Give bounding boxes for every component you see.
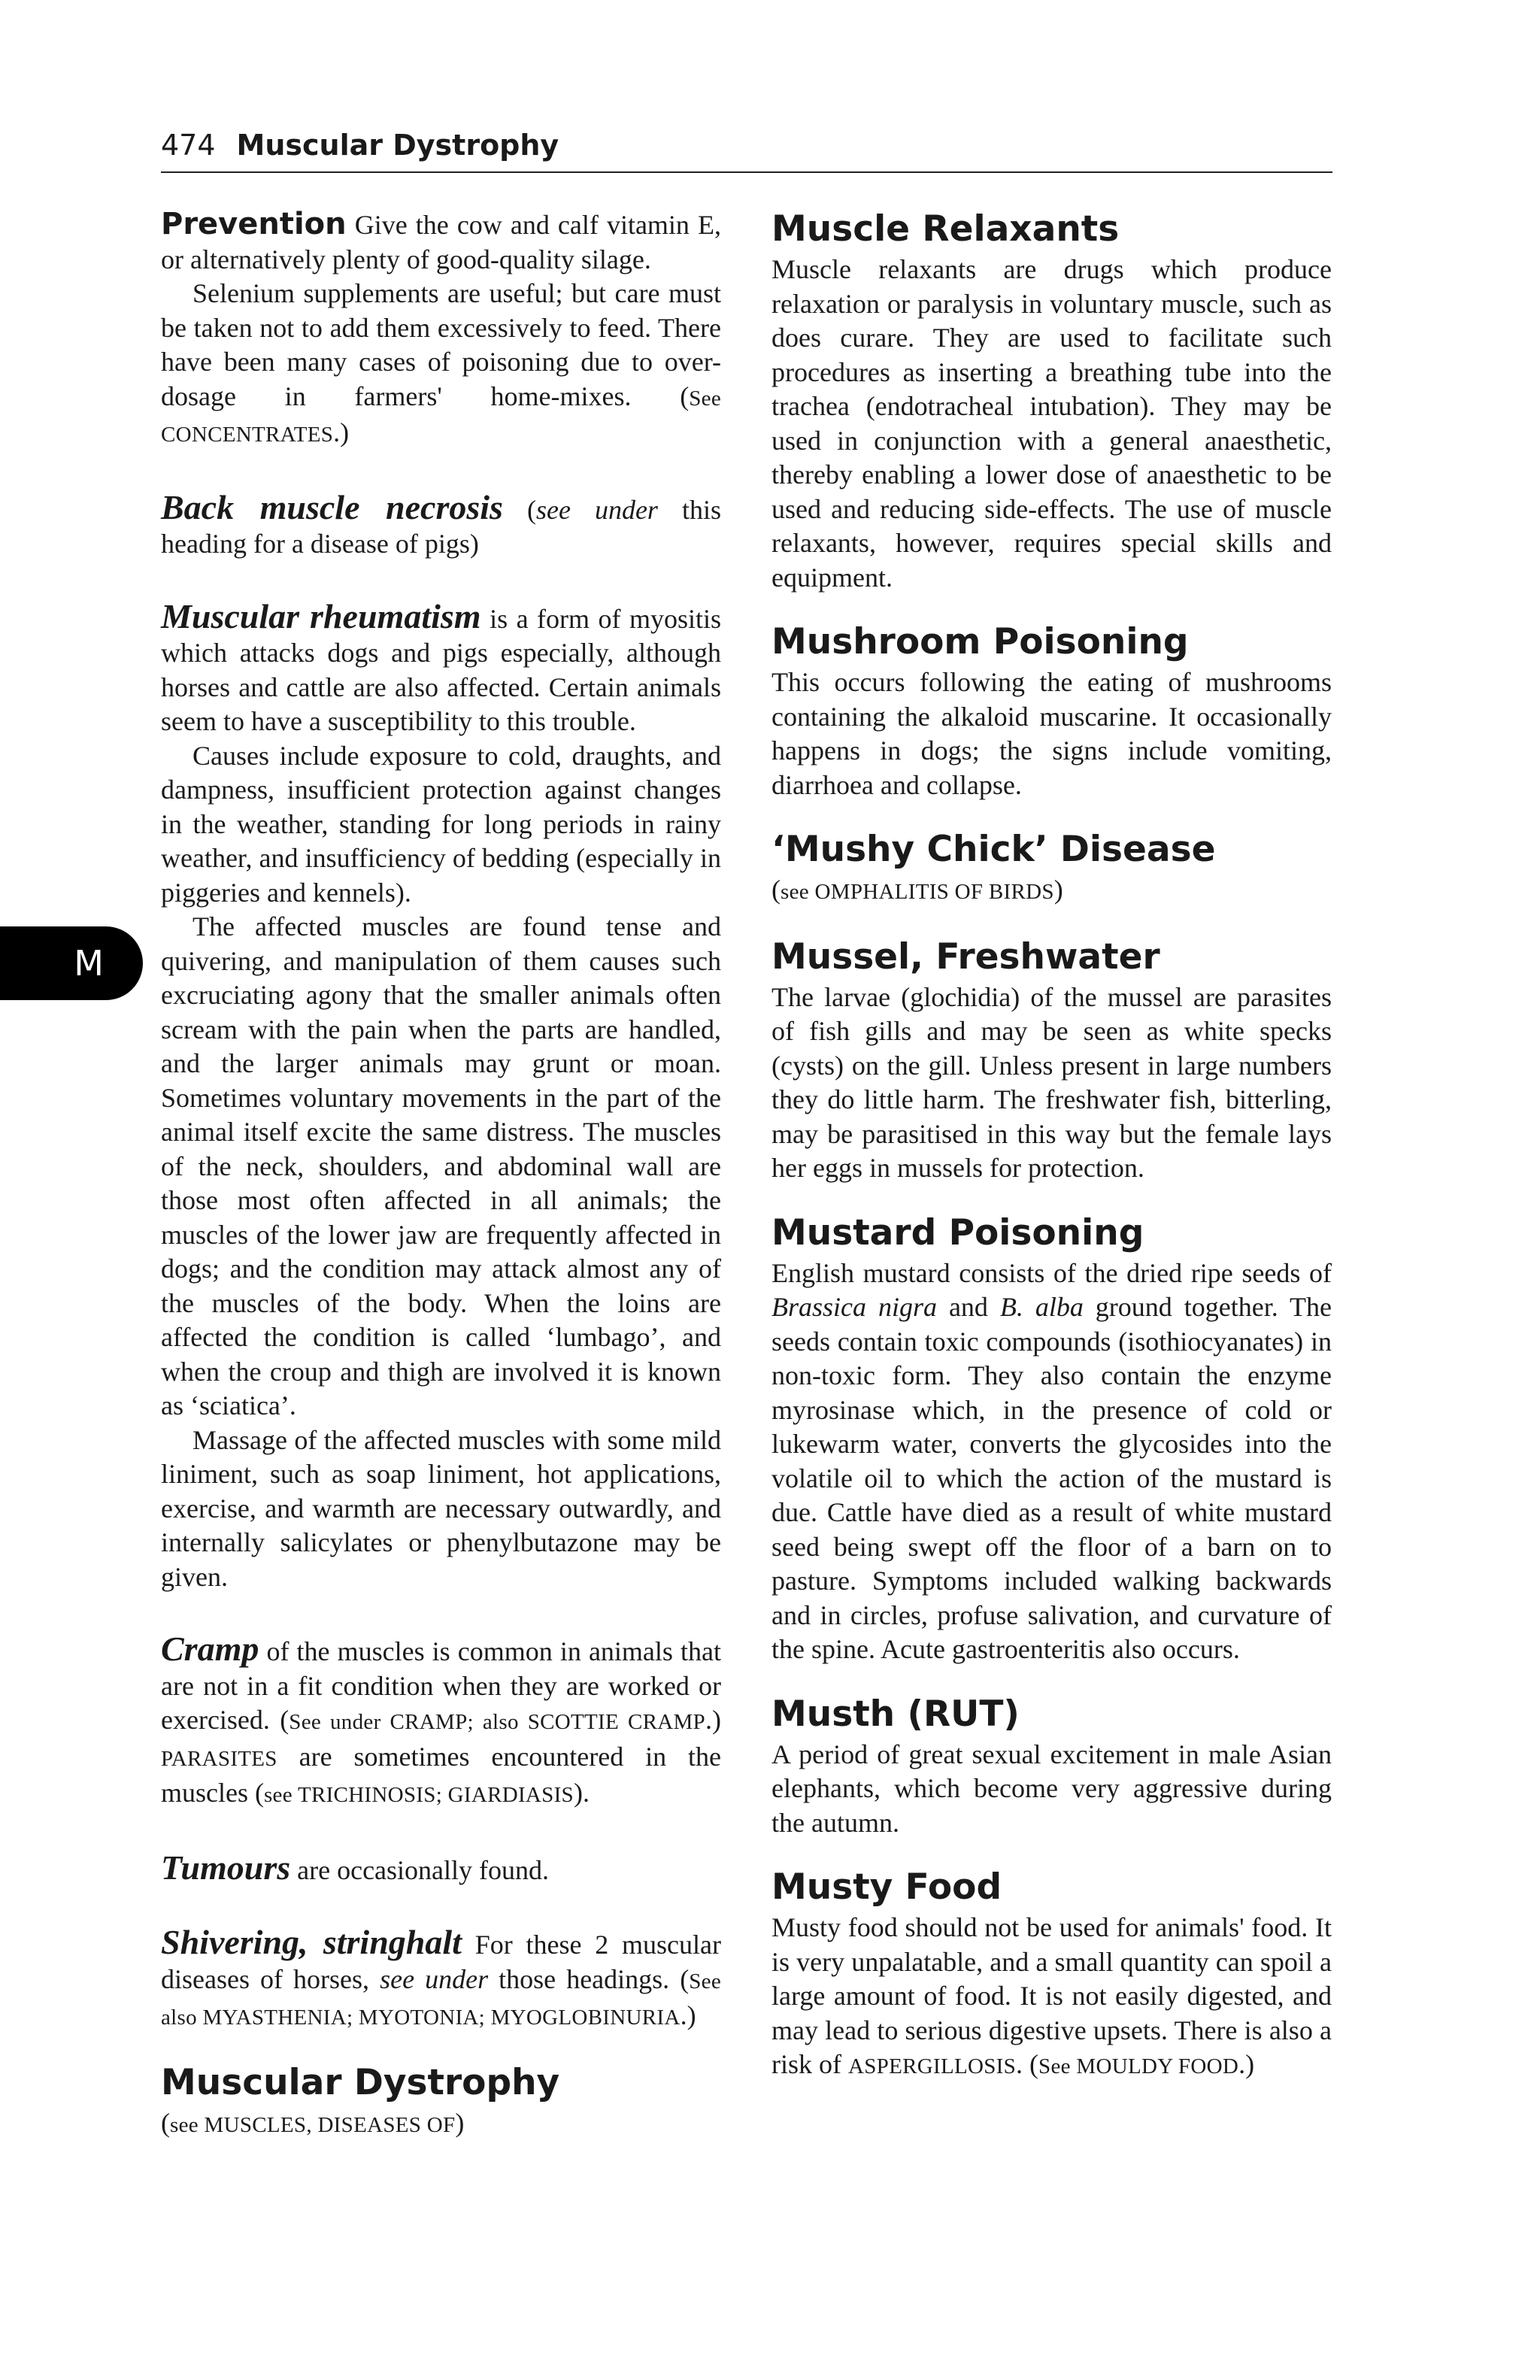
musty-food-heading: Musty Food — [772, 1866, 1002, 1908]
massage-paragraph: Massage of the affected muscles with some mild liniment, such as soap liniment, hot applications, exercise, and warmth are necessary outwardly, and internally salicylates or phenylbutazone may be given. — [161, 1424, 721, 1592]
cross-ref-giardiasis[interactable]: GIARDIASIS — [447, 1783, 574, 1807]
shivering-entry: Shivering, stringhalt For these 2 muscular diseases of horses, see under those headings. (See also MYASTHENIA; MYOTONIA; MYOGLOBINURIA.) — [161, 1923, 721, 2030]
back-muscle-necrosis-title: Back muscle necrosis — [161, 487, 503, 526]
left-column — [161, 208, 721, 2142]
back-muscle-necrosis-entry: Back muscle necrosis (see under this heading for a disease of pigs) — [161, 487, 721, 559]
musty-food-text: Musty food should not be used for animals' food. It is very unpalatable, and a small quantity can spoil a large amount of food. It is not easily digested, and may lead to serious digestive upsets. There is also a risk of ASPERGILLOSIS. (See MOULDY FOOD.) — [772, 1912, 1332, 2079]
cross-ref-parasites[interactable]: PARASITES — [161, 1746, 277, 1771]
musth-heading: Musth (RUT) — [772, 1693, 1020, 1735]
cross-ref-cramp[interactable]: CRAMP — [390, 1710, 468, 1734]
muscular-dystrophy-ref: (see MUSCLES, DISEASES OF) — [161, 2107, 465, 2138]
mussel-freshwater-text: The larvae (glochidia) of the mussel are parasites of fish gills and may be seen as white specks (cysts) on the gill. Unless present in large numbers they do little harm. The freshwater fish, bitterling, may be parasitised in this way but the female lays her eggs in mussels for protection. — [772, 981, 1332, 1183]
cross-ref-aspergillosis[interactable]: ASPERGILLOSIS — [848, 2054, 1017, 2078]
cross-ref-trichinosis[interactable]: TRICHINOSIS — [297, 1783, 436, 1807]
right-column — [772, 208, 1332, 2084]
mussel-freshwater-heading: Mussel, Freshwater — [772, 935, 1160, 978]
muscular-dystrophy-heading: Muscular Dystrophy — [161, 2061, 560, 2103]
muscle-relaxants-heading: Muscle Relaxants — [772, 208, 1120, 250]
mushroom-poisoning-text: This occurs following the eating of mushrooms containing the alkaloid muscarine. It occasionally happens in dogs; the signs include vomiting, diarrhoea and collapse. — [772, 667, 1332, 800]
mustard-poisoning-text: English mustard consists of the dried ripe seeds of Brassica nigra and B. alba ground together. The seeds contain toxic compounds (isothiocyanates) in non-toxic form. They also contain the enzyme myrosinase which, in the presence of cold or lukewarm water, converts the glycosides into the volatile oil to which the action of the mustard is due. Cattle have died as a result of white mustard seed being swept off the floor of a barn on to pasture. Symptoms included walking backwards and in circles, profuse salivation, and curvature of the spine. Acute gastroenteritis also occurs. — [772, 1257, 1332, 1664]
page-number: 474 — [161, 129, 216, 162]
cross-ref-concentrates[interactable]: CONCENTRATES — [161, 423, 334, 447]
causes-paragraph: Causes include exposure to cold, draughts, and dampness, insufficient protection against changes in the weather, standing for long periods in rainy weather, and insufficiency of bedding (especially in piggeries and kennels). — [161, 740, 721, 908]
prevention-paragraph: Prevention Give the cow and calf vitamin E, or alternatively plenty of good-quality silage. — [161, 207, 721, 274]
thumb-index-letter: M — [74, 943, 104, 984]
thumb-index-tab — [0, 926, 143, 1000]
cross-ref-mouldy-food[interactable]: MOULDY FOOD — [1076, 2054, 1239, 2078]
selenium-paragraph: Selenium supplements are useful; but care must be taken not to add them excessively to feed. There have been many cases of poisoning due to over-dosage in farmers' home-mixes. (See CONCENTRATES.) — [161, 278, 721, 447]
cross-ref-omphalitis-of-birds[interactable]: OMPHALITIS OF BIRDS — [814, 880, 1054, 904]
tumours-title: Tumours — [161, 1848, 291, 1887]
cramp-entry: Cramp of the muscles is common in animals that are not in a fit condition when they are worked or exercised. (See under CRAMP; also SCOTTIE CRAMP.) PARASITES are sometimes encountered in the muscles (see TRICHINOSIS; GIARDIASIS). — [161, 1630, 721, 1808]
cross-ref-myoglobinuria[interactable]: MYOGLOBINURIA — [490, 2006, 681, 2030]
muscular-rheumatism-title: Muscular rheumatism — [161, 596, 481, 635]
musth-text: A period of great sexual excitement in male Asian elephants, which become very aggressive during the autumn. — [772, 1739, 1332, 1838]
cramp-title: Cramp — [161, 1630, 259, 1668]
cross-ref-scottie-cramp[interactable]: SCOTTIE CRAMP — [527, 1710, 705, 1734]
affected-muscles-paragraph: The affected muscles are found tense and quivering, and manipulation of them causes such excruciating agony that the smaller animals often scream with the pain when the parts are handled, and the larger animals may grunt or moan. Sometimes voluntary movements in the part of the animal itself excite the same distress. The muscles of the neck, shoulders, and abdominal wall are those most often affected in all animals; the muscles of the lower jaw are frequently affected in dogs; and the condition may attack almost any of the muscles of the body. When the loins are affected the condition is called ‘lumbago’, and when the croup and thigh are involved it is known as ‘sciatica’. — [161, 911, 721, 1420]
header-rule — [161, 171, 1332, 173]
prevention-label: Prevention — [161, 207, 347, 241]
mushy-chick-heading: ‘Mushy Chick’ Disease — [772, 829, 1216, 870]
cross-ref-muscles-diseases-of[interactable]: MUSCLES, DISEASES OF — [204, 2112, 456, 2137]
cross-ref-myotonia[interactable]: MYOTONIA — [358, 2006, 479, 2030]
tumours-entry: Tumours are occasionally found. — [161, 1848, 550, 1887]
running-header — [161, 126, 1332, 164]
mushy-chick-ref: (see OMPHALITIS OF BIRDS) — [772, 875, 1063, 905]
mushroom-poisoning-heading: Mushroom Poisoning — [772, 621, 1189, 662]
cross-ref-myasthenia[interactable]: MYASTHENIA — [202, 2006, 347, 2030]
muscle-relaxants-text: Muscle relaxants are drugs which produce relaxation or paralysis in voluntary muscle, such as does curare. They are used to facilitate such procedures as inserting a breathing tube into the trachea (endotracheal intubation). They may be used in conjunction with a general anaesthetic, thereby enabling a lower dose of anaesthetic to be used and reducing side-effects. The use of muscle relaxants, however, requires special skills and equipment. — [772, 254, 1332, 593]
muscular-rheumatism-entry: Muscular rheumatism is a form of myositis which attacks dogs and pigs especially, although horses and cattle are also affected. Certain animals seem to have a susceptibility to this trouble. — [161, 596, 722, 736]
running-title: Muscular Dystrophy — [236, 129, 559, 162]
mustard-poisoning-heading: Mustard Poisoning — [772, 1211, 1144, 1254]
shivering-title: Shivering, stringhalt — [161, 1923, 462, 1961]
